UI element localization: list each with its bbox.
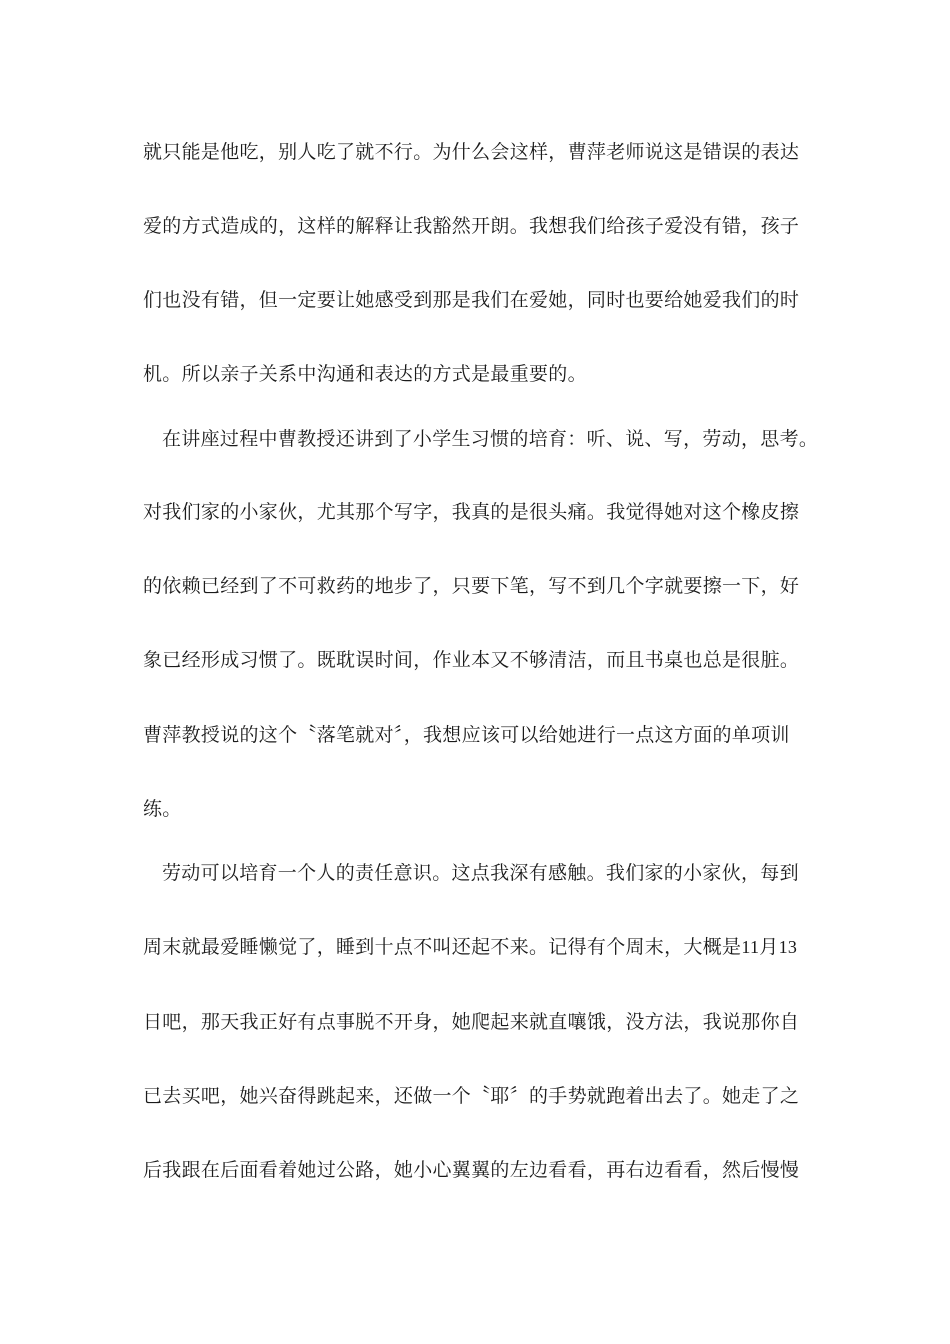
paragraph-line-10: 练。 [143,798,182,820]
paragraph-line-15: 后我跟在后面看着她过公路，她小心翼翼的左边看看，再右边看看，然后慢慢 [143,1159,800,1181]
paragraph-line-3: 们也没有错，但一定要让她感受到那是我们在爱她，同时也要给她爱我们的时 [143,289,800,311]
paragraph-line-1: 就只能是他吃，别人吃了就不行。为什么会这样，曹萍老师说这是错误的表达 [143,141,800,163]
paragraph-line-12-text: 周末就最爱睡懒觉了，睡到十点不叫还起不来。记得有个周末，大概是 [143,936,742,958]
paragraph-line-6: 对我们家的小家伙，尤其那个写字，我真的是很头痛。我觉得她对这个橡皮擦 [143,501,800,523]
paragraph-line-4: 机。所以亲子关系中沟通和表达的方式是最重要的。 [143,363,587,385]
paragraph-line-11: 劳动可以培育一个人的责任意识。这点我深有感触。我们家的小家伙，每到 [162,862,799,884]
date-day: 13 [778,937,798,957]
paragraph-line-2: 爱的方式造成的，这样的解释让我豁然开朗。我想我们给孩子爱没有错，孩子 [143,215,800,237]
paragraph-line-9: 曹萍教授说的这个〝落笔就对〞，我想应该可以给她进行一点这方面的单项训 [143,724,790,746]
paragraph-line-7: 的依赖已经到了不可救药的地步了，只要下笔，写不到几个字就要擦一下，好 [143,575,800,597]
paragraph-line-14: 已去买吧，她兴奋得跳起来，还做一个〝耶〞的手势就跑着出去了。她走了之 [143,1085,800,1107]
paragraph-line-13: 日吧，那天我正好有点事脱不开身，她爬起来就直嚷饿，没方法，我说那你自 [143,1011,800,1033]
paragraph-line-5: 在讲座过程中曹教授还讲到了小学生习惯的培育：听、说、写，劳动，思考。 [162,428,819,450]
date-month: 11 [741,937,760,957]
month-char: 月 [759,936,779,958]
paragraph-line-8: 象已经形成习惯了。既耽误时间，作业本又不够清洁，而且书桌也总是很脏。 [143,649,800,671]
paragraph-line-12 [143,935,823,959]
